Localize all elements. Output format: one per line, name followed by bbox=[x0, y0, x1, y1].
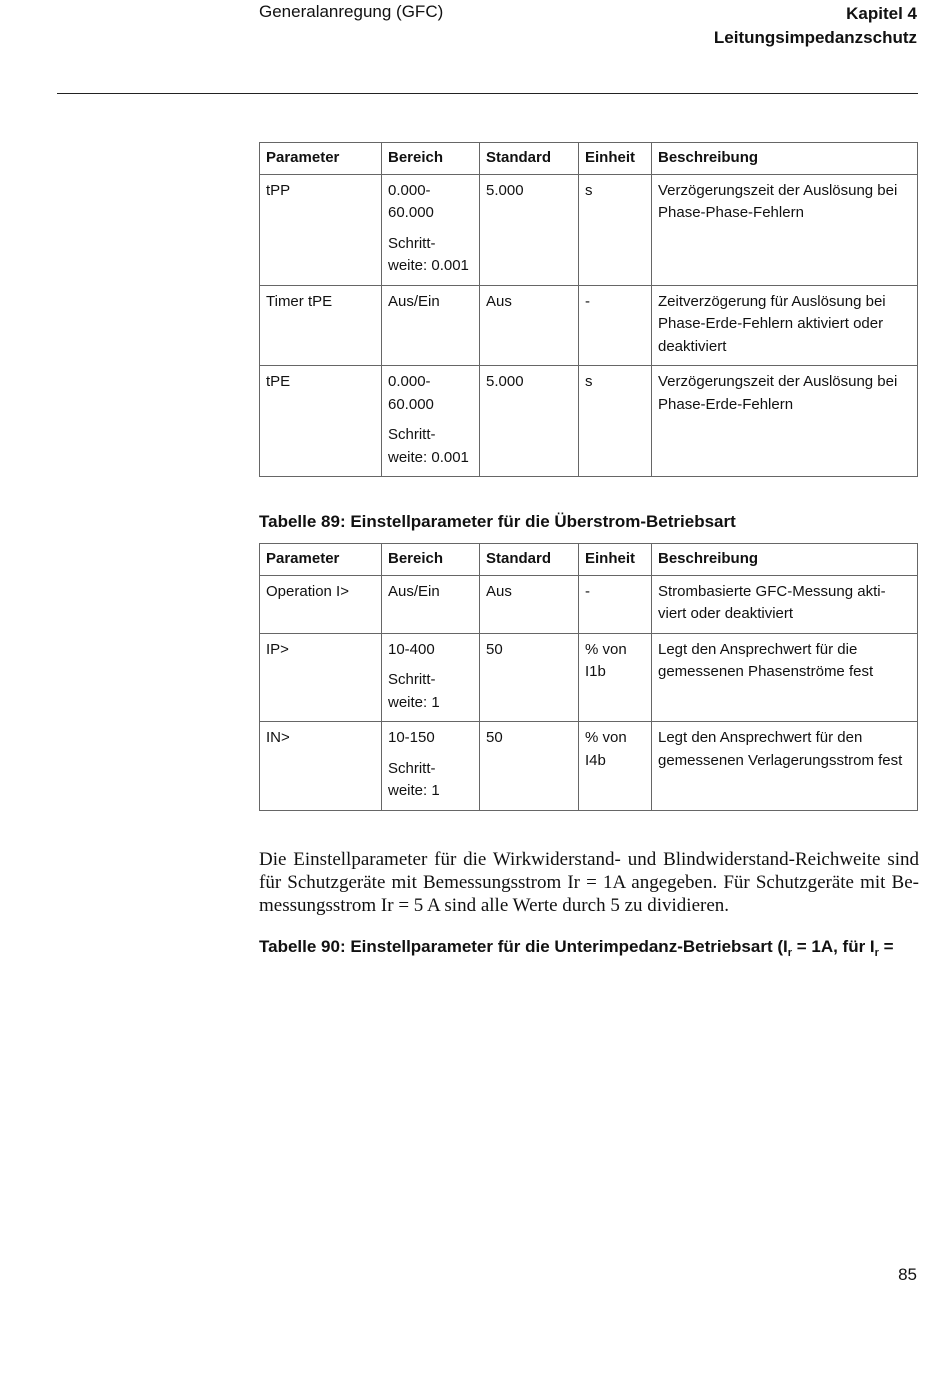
cell-range bbox=[382, 174, 480, 285]
cell-unit: % von I1b bbox=[579, 633, 652, 722]
table-90-caption bbox=[259, 937, 894, 959]
cell-parameter: Operation I> bbox=[260, 575, 382, 633]
caption-text: = 1A, für I bbox=[792, 937, 875, 956]
cell-range: Aus/Ein bbox=[382, 285, 480, 366]
caption-text: Tabelle 90: Einstellparameter für die Unterimpedanz-Betriebsart (I bbox=[259, 937, 788, 956]
cell-description: Legt den Ansprechwert für die gemessenen Phasenströme fest bbox=[652, 633, 918, 722]
column-header: Standard bbox=[480, 544, 579, 576]
table-row bbox=[260, 575, 918, 633]
cell-unit: s bbox=[579, 366, 652, 477]
table-header-row bbox=[260, 544, 918, 576]
column-header: Bereich bbox=[382, 544, 480, 576]
column-header: Beschreibung bbox=[652, 143, 918, 175]
body-paragraph: Die Einstellparameter für die Wirkwiderstand- und Blindwiderstand-Reichweite sind für Schutzgeräte mit Bemessungsstrom Ir = 1A angegeben. Für Schutzgeräte mit Be-messungsstrom Ir = 5 A sind alle Werte durch 5 zu dividieren. bbox=[259, 849, 919, 916]
column-header: Parameter bbox=[260, 544, 382, 576]
range-value: 10-150 bbox=[388, 729, 435, 746]
table-row bbox=[260, 366, 918, 477]
step-value: Schritt- weite: 0.001 bbox=[388, 234, 469, 274]
cell-parameter: Timer tPE bbox=[260, 285, 382, 366]
cell-unit: - bbox=[579, 285, 652, 366]
table-header-row bbox=[260, 143, 918, 175]
step-value: Schritt- weite: 1 bbox=[388, 671, 440, 711]
cell-parameter: IN> bbox=[260, 722, 382, 811]
cell-default: Aus bbox=[480, 575, 579, 633]
cell-unit: - bbox=[579, 575, 652, 633]
column-header: Einheit bbox=[579, 143, 652, 175]
cell-parameter: tPE bbox=[260, 366, 382, 477]
cell-description: Strombasierte GFC-Messung akti- viert oder deaktiviert bbox=[652, 575, 918, 633]
cell-default: 5.000 bbox=[480, 174, 579, 285]
column-header: Standard bbox=[480, 143, 579, 175]
range-value: 10-400 bbox=[388, 640, 435, 658]
chapter-number: Kapitel 4 bbox=[846, 4, 917, 23]
step-value: Schritt- weite: 0.001 bbox=[388, 426, 469, 466]
gfc-time-parameter-table bbox=[259, 142, 918, 477]
cell-description: Legt den Ansprechwert für den gemessenen Verlagerungsstrom fest bbox=[652, 722, 918, 811]
caption-text: = bbox=[878, 937, 894, 956]
cell-description: Verzögerungszeit der Auslösung bei Phase-Phase-Fehlern bbox=[652, 174, 918, 285]
cell-default: Aus bbox=[480, 285, 579, 366]
column-header: Einheit bbox=[579, 544, 652, 576]
table-row bbox=[260, 174, 918, 285]
table-row bbox=[260, 633, 918, 722]
caption-subscript: r bbox=[787, 947, 792, 959]
column-header: Parameter bbox=[260, 143, 382, 175]
cell-parameter: tPP bbox=[260, 174, 382, 285]
cell-description: Zeitverzögerung für Auslösung bei Phase-Erde-Fehlern aktiviert oder deaktiviert bbox=[652, 285, 918, 366]
range-value: 0.000- 60.000 bbox=[388, 181, 434, 221]
cell-default: 5.000 bbox=[480, 366, 579, 477]
cell-default: 50 bbox=[480, 722, 579, 811]
header-section-title: Generalanregung (GFC) bbox=[259, 2, 444, 21]
column-header: Beschreibung bbox=[652, 544, 918, 576]
overcurrent-parameter-table bbox=[259, 543, 918, 811]
table-89-caption: Tabelle 89: Einstellparameter für die Überstrom-Betriebsart bbox=[259, 512, 736, 531]
cell-range bbox=[382, 366, 480, 477]
page-number: 85 bbox=[898, 1265, 917, 1284]
column-header: Bereich bbox=[382, 143, 480, 175]
step-value: Schritt- weite: 1 bbox=[388, 759, 440, 799]
header-chapter bbox=[714, 2, 917, 50]
chapter-title: Leitungsimpedanzschutz bbox=[713, 28, 917, 47]
cell-unit: % von I4b bbox=[579, 722, 652, 811]
caption-subscript: r bbox=[874, 947, 879, 959]
table-row bbox=[260, 285, 918, 366]
cell-default: 50 bbox=[480, 633, 579, 722]
cell-unit: s bbox=[579, 174, 652, 285]
table-row bbox=[260, 722, 918, 811]
cell-range bbox=[382, 722, 480, 811]
cell-range bbox=[382, 633, 480, 722]
cell-range: Aus/Ein bbox=[382, 575, 480, 633]
range-value: 0.000- 60.000 bbox=[388, 373, 434, 413]
header-divider bbox=[57, 93, 918, 94]
cell-description: Verzögerungszeit der Auslösung bei Phase-Erde-Fehlern bbox=[652, 366, 918, 477]
cell-parameter: IP> bbox=[260, 633, 382, 722]
